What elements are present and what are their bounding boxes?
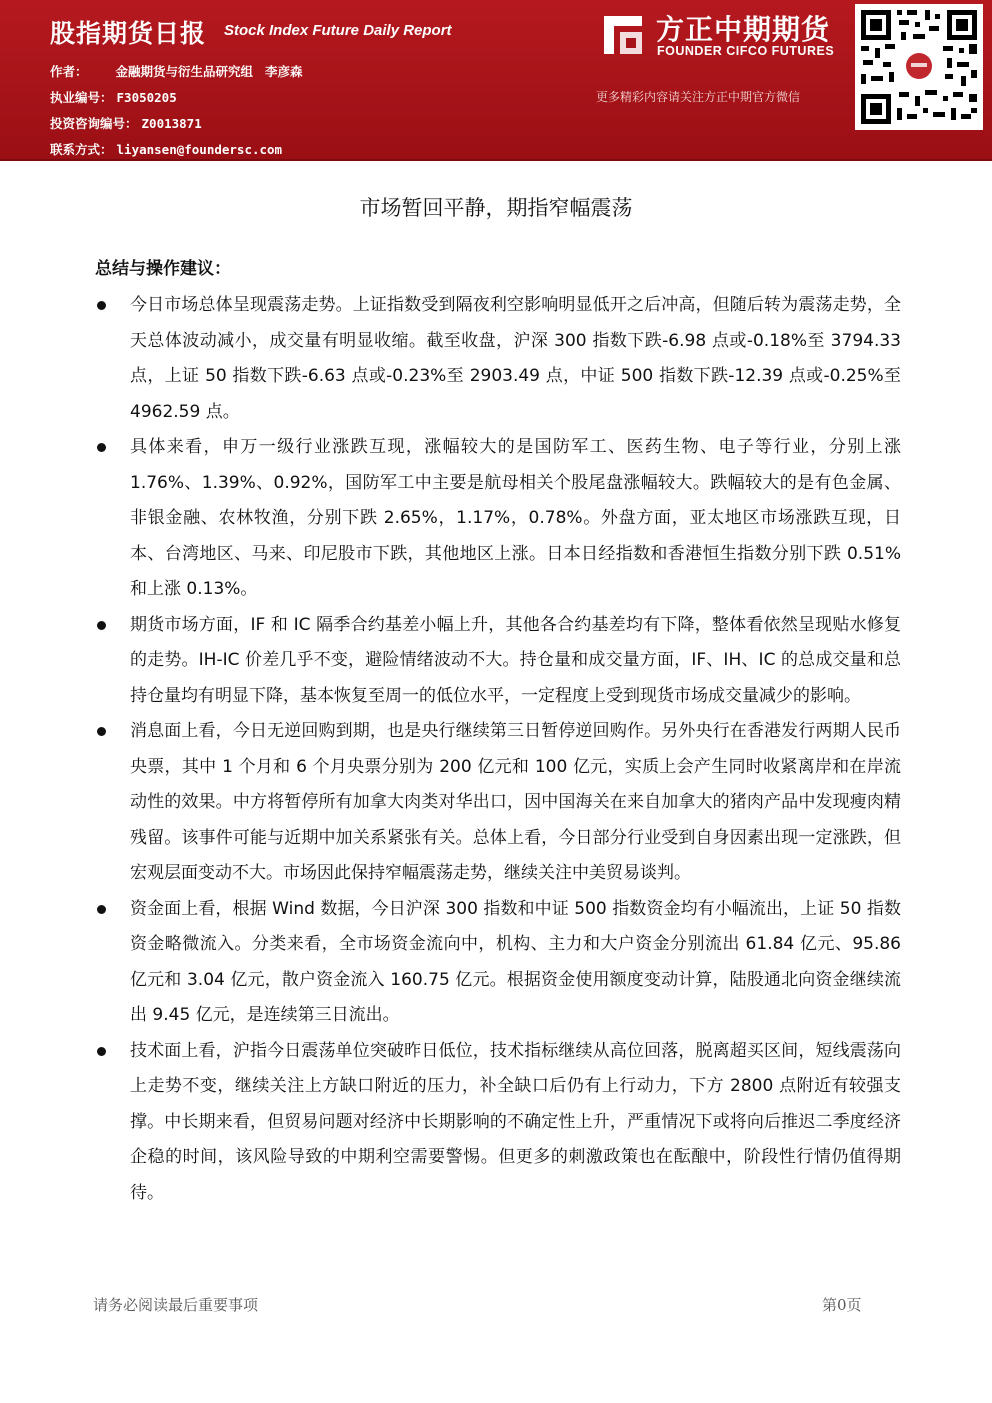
bullet-text: 资金面上看，根据 Wind 数据，今日沪深 300 指数和中证 500 指数资金均有小幅流出，上证 50 指数资金略微流入。分类来看，全市场资金流向中，机构、主力和大户资金分别流出 61.84 亿元、95.86 亿元和 3.04 亿元，散户资金流入 160.75 亿元。根据资金使用额度变动计算，陆股通北向资金继续流出 9.45 亿元，是连续第三日流出。 xyxy=(130,898,901,1025)
bullet-text: 具体来看，申万一级行业涨跌互现，涨幅较大的是国防军工、医药生物、电子等行业，分别上涨 1.76%、1.39%、0.92%，国防军工中主要是航母相关个股尾盘涨幅较大。跌幅较大的是有色金属、非银金融、农林牧渔，分别下跌 2.65%，1.17%，0.78%。外盘方面，亚太地区市场涨跌互现，日本、台湾地区、马来、印尼股市下跌，其他地区上涨。日本日经指数和香港恒生指数分别下跌 0.51%和上涨 0.13%。 xyxy=(130,437,901,599)
footer-notice: 请务必阅读最后重要事项 xyxy=(93,1296,259,1314)
bullet-text: 今日市场总体呈现震荡走势。上证指数受到隔夜利空影响明显低开之后冲高，但随后转为震荡走势，全天总体波动减小，成交量有明显收缩。截至收盘，沪深 300 指数下跌-6.98 点或-0.18%至 3794.33 点，上证 50 指数下跌-6.63 点或-0.23%至 2903.49 点，中证 500 指数下跌-12.39 点或-0.25%至 4962.59 点。 xyxy=(130,295,901,422)
author-label: 作者： xyxy=(50,64,88,79)
header-divider xyxy=(0,159,992,161)
bullet-dot-icon xyxy=(97,1047,106,1056)
bullet-dot-icon xyxy=(97,905,106,914)
bullet-text: 消息面上看，今日无逆回购到期，也是央行继续第三日暂停逆回购作。另外央行在香港发行两期人民币央票，其中 1 个月和 6 个月央票分别为 200 亿元和 100 亿元，实质上会产生同时收紧离岸和在岸流动性的效果。中方将暂停所有加拿大肉类对华出口，因中国海关在来自加拿大的猪肉产品中发现瘦肉精残留。该事件可能与近期中加关系紧张有关。总体上看，今日部分行业受到自身因素出现一定涨跌，但宏观层面变动不大。市场因此保持窄幅震荡走势，继续关注中美贸易谈判。 xyxy=(130,721,901,883)
author-name: 李彦森 xyxy=(265,64,303,79)
wechat-note: 更多精彩内容请关注方正中期官方微信 xyxy=(596,90,801,104)
license-label: 执业编号： xyxy=(50,90,113,105)
contact-value[interactable]: liyansen@foundersc.com xyxy=(116,142,283,157)
report-title-en: Stock Index Future Daily Report xyxy=(224,22,452,39)
summary-bullet-list xyxy=(95,288,901,1211)
license-value: F3050205 xyxy=(116,90,177,105)
summary-bullet-market xyxy=(95,288,901,430)
logo-name-cn: 方正中期期货 xyxy=(656,13,831,46)
logo-name-en: FOUNDER CIFCO FUTURES xyxy=(657,44,835,58)
bullet-dot-icon xyxy=(97,301,106,310)
author-group: 金融期货与衍生品研究组 xyxy=(115,64,254,79)
summary-bullet-technical xyxy=(95,1034,901,1212)
summary-bullet-capital xyxy=(95,892,901,1034)
summary-bullet-sectors xyxy=(95,430,901,608)
summary-bullet-futures xyxy=(95,608,901,715)
bullet-text: 技术面上看，沪指今日震荡单位突破昨日低位，技术指标继续从高位回落，脱离超买区间，短线震荡向上走势不变，继续关注上方缺口附近的压力，补全缺口后仍有上行动力，下方 2800 点附近有较强支撑。中长期来看，但贸易问题对经济中长期影响的不确定性上升，严重情况下或将向后推迟二季度经济企稳的时间，该风险导致的中期利空需要警惕。但更多的刺激政策也在酝酿中，阶段性行情仍值得期待。 xyxy=(130,1040,901,1203)
advisory-label: 投资咨询编号： xyxy=(50,116,138,131)
bullet-dot-icon xyxy=(97,443,106,452)
bullet-dot-icon xyxy=(97,621,106,630)
report-title-cn: 股指期货日报 xyxy=(50,19,207,48)
contact-label: 联系方式： xyxy=(50,142,113,157)
document-title: 市场暂回平静，期指窄幅震荡 xyxy=(359,196,633,220)
license-line xyxy=(50,88,177,106)
summary-bullet-news xyxy=(95,714,901,892)
bullet-dot-icon xyxy=(97,727,106,736)
advisory-line xyxy=(50,114,202,132)
company-logo-icon xyxy=(600,12,646,58)
report-header xyxy=(0,0,992,160)
author-line xyxy=(50,62,303,80)
bullet-text: 期货市场方面，IF 和 IC 隔季合约基差小幅上升，其他各合约基差均有下降，整体看依然呈现贴水修复的走势。IH-IC 价差几乎不变，避险情绪波动不大。持仓量和成交量方面，IF、IH、IC 的总成交量和总持仓量均有明显下降，基本恢复至周一的低位水平，一定程度上受到现货市场成交量减少的影响。 xyxy=(130,614,901,706)
qr-code-icon[interactable] xyxy=(855,4,983,130)
section-heading: 总结与操作建议： xyxy=(95,259,231,279)
contact-line xyxy=(50,140,282,158)
page-number: 第0页 xyxy=(822,1296,862,1314)
advisory-value: Z0013871 xyxy=(141,116,202,131)
